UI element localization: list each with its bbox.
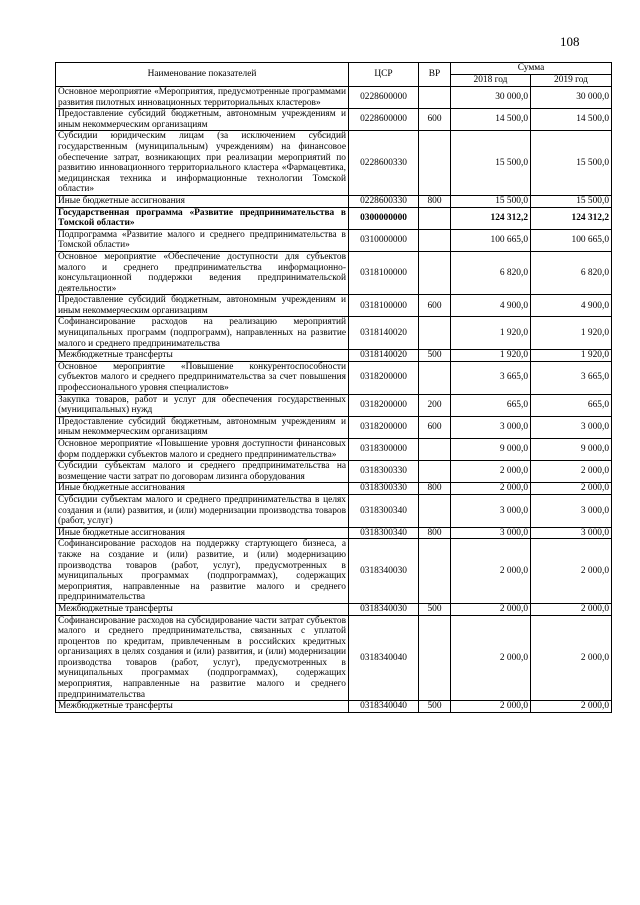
row-sum-2019: 3 000,0 [531, 416, 612, 438]
row-sum-2019: 2 000,0 [531, 615, 612, 701]
row-csr: 0318300340 [349, 494, 419, 527]
row-sum-2019: 2 000,0 [531, 461, 612, 483]
row-sum-2018: 2 000,0 [451, 615, 531, 701]
row-csr: 0318200000 [349, 361, 419, 394]
row-sum-2018: 2 000,0 [451, 603, 531, 615]
row-name: Межбюджетные трансферты [56, 701, 349, 713]
table-row [56, 350, 612, 362]
row-name: Субсидии субъектам малого и среднего предпринимательства на возмещение части затрат по договорам лизинга оборудования [56, 461, 349, 483]
row-sum-2018: 14 500,0 [451, 109, 531, 131]
table-row [56, 494, 612, 527]
row-vr [419, 251, 451, 294]
row-sum-2019: 2 000,0 [531, 483, 612, 495]
row-sum-2019: 9 000,0 [531, 439, 612, 461]
row-name: Софинансирование расходов на поддержку стартующего бизнеса, а также на создание и (или) развитие, и (или) модернизацию производства товаров (работ, услуг), предусмотренных в муниципальных программах (подпрограммах), содержащих мероприятия, направленные на развитие малого и среднего предпринимательства [56, 539, 349, 604]
row-sum-2019: 3 000,0 [531, 494, 612, 527]
row-vr: 600 [419, 416, 451, 438]
header-name: Наименование показателей [56, 63, 349, 87]
row-csr: 0228600000 [349, 87, 419, 109]
row-sum-2019: 2 000,0 [531, 603, 612, 615]
row-sum-2019: 665,0 [531, 394, 612, 416]
row-vr [419, 494, 451, 527]
row-csr: 0318200000 [349, 394, 419, 416]
row-sum-2018: 6 820,0 [451, 251, 531, 294]
row-sum-2019: 4 900,0 [531, 295, 612, 317]
row-csr: 0228600330 [349, 195, 419, 207]
row-name: Государственная программа «Развитие предпринимательства в Томской области» [56, 207, 349, 229]
table-row [56, 416, 612, 438]
row-csr: 0318100000 [349, 295, 419, 317]
row-vr: 600 [419, 109, 451, 131]
row-vr [419, 131, 451, 196]
table-row [56, 603, 612, 615]
row-vr: 800 [419, 527, 451, 539]
row-sum-2019: 15 500,0 [531, 195, 612, 207]
page-number: 108 [560, 34, 580, 49]
row-vr: 500 [419, 350, 451, 362]
header-sum: Сумма [451, 63, 612, 75]
row-sum-2019: 3 000,0 [531, 527, 612, 539]
row-csr: 0318340030 [349, 539, 419, 604]
row-vr [419, 317, 451, 350]
row-sum-2018: 1 920,0 [451, 317, 531, 350]
table-row [56, 251, 612, 294]
row-name: Подпрограмма «Развитие малого и среднего предпринимательства в Томской области» [56, 229, 349, 251]
row-sum-2018: 2 000,0 [451, 539, 531, 604]
row-csr: 0318140020 [349, 317, 419, 350]
table-row [56, 229, 612, 251]
row-sum-2019: 30 000,0 [531, 87, 612, 109]
row-sum-2018: 15 500,0 [451, 131, 531, 196]
row-vr: 200 [419, 394, 451, 416]
row-vr: 500 [419, 701, 451, 713]
row-name: Субсидии юридическим лицам (за исключением субсидий государственным (муниципальным) учреждениям) на финансовое обеспечение затрат, возникающих при реализации мероприятий по развитию инновационного территориального кластера «Фармацевтика, медицинская техника и информационные технологии Томской области» [56, 131, 349, 196]
row-sum-2019: 100 665,0 [531, 229, 612, 251]
row-csr: 0318300330 [349, 483, 419, 495]
row-name: Основное мероприятие «Повышение уровня доступности финансовых форм поддержки субъектов малого и среднего предпринимательства» [56, 439, 349, 461]
row-sum-2019: 2 000,0 [531, 539, 612, 604]
budget-table [55, 62, 612, 713]
row-csr: 0310000000 [349, 229, 419, 251]
row-csr: 0318340040 [349, 701, 419, 713]
row-sum-2019: 14 500,0 [531, 109, 612, 131]
row-csr: 0228600330 [349, 131, 419, 196]
table-row [56, 207, 612, 229]
row-name: Предоставление субсидий бюджетным, автономным учреждениям и иным некоммерческим организациям [56, 295, 349, 317]
row-vr [419, 539, 451, 604]
row-name: Софинансирование расходов на субсидирование части затрат субъектов малого и среднего предпринимательства, связанных с уплатой процентов по кредитам, привлеченным в российских кредитных организациях в целях создания и (или) развития, и (или) модернизации производства товаров (работ, услуг), предусмотренных в муниципальных программах (подпрограммах), содержащих мероприятия, направленные на развитие малого и среднего предпринимательства [56, 615, 349, 701]
row-csr: 0318340030 [349, 603, 419, 615]
row-name: Иные бюджетные ассигнования [56, 195, 349, 207]
table-row [56, 131, 612, 196]
table-row [56, 317, 612, 350]
row-sum-2019: 1 920,0 [531, 317, 612, 350]
table-row [56, 461, 612, 483]
table-row [56, 394, 612, 416]
row-vr [419, 461, 451, 483]
row-sum-2018: 3 000,0 [451, 416, 531, 438]
table-row [56, 539, 612, 604]
row-sum-2018: 30 000,0 [451, 87, 531, 109]
row-sum-2018: 2 000,0 [451, 701, 531, 713]
row-name: Основное мероприятие «Повышение конкурентоспособности субъектов малого и среднего предпринимательства за счет повышения профессионального уровня специалистов» [56, 361, 349, 394]
row-name: Основное мероприятие «Обеспечение доступности для субъектов малого и среднего предпринимательства информационно-консультационной поддержки ведения предпринимательской деятельности» [56, 251, 349, 294]
row-sum-2018: 3 665,0 [451, 361, 531, 394]
row-name: Софинансирование расходов на реализацию мероприятий муниципальных программ (подпрограмм), направленных на развитие малого и среднего предпринимательства [56, 317, 349, 350]
row-csr: 0318100000 [349, 251, 419, 294]
table-row [56, 615, 612, 701]
header-year-2019: 2019 год [531, 75, 612, 87]
row-name: Предоставление субсидий бюджетным, автономным учреждениям и иным некоммерческим организациям [56, 109, 349, 131]
row-sum-2019: 1 920,0 [531, 350, 612, 362]
table-row [56, 87, 612, 109]
table-row [56, 701, 612, 713]
row-name: Закупка товаров, работ и услуг для обеспечения государственных (муниципальных) нужд [56, 394, 349, 416]
row-sum-2019: 3 665,0 [531, 361, 612, 394]
row-vr [419, 615, 451, 701]
row-vr: 600 [419, 295, 451, 317]
table-row [56, 439, 612, 461]
row-sum-2018: 1 920,0 [451, 350, 531, 362]
row-vr [419, 87, 451, 109]
row-sum-2018: 124 312,2 [451, 207, 531, 229]
row-sum-2018: 2 000,0 [451, 483, 531, 495]
row-sum-2019: 15 500,0 [531, 131, 612, 196]
row-sum-2018: 3 000,0 [451, 494, 531, 527]
table-row [56, 295, 612, 317]
table-row [56, 483, 612, 495]
row-vr [419, 439, 451, 461]
row-sum-2018: 3 000,0 [451, 527, 531, 539]
row-csr: 0228600000 [349, 109, 419, 131]
row-sum-2018: 2 000,0 [451, 461, 531, 483]
row-csr: 0318340040 [349, 615, 419, 701]
row-csr: 0300000000 [349, 207, 419, 229]
row-vr [419, 207, 451, 229]
row-vr [419, 361, 451, 394]
row-sum-2018: 665,0 [451, 394, 531, 416]
row-sum-2018: 9 000,0 [451, 439, 531, 461]
row-name: Иные бюджетные ассигнования [56, 527, 349, 539]
row-sum-2018: 4 900,0 [451, 295, 531, 317]
table-row [56, 109, 612, 131]
row-vr: 500 [419, 603, 451, 615]
row-sum-2019: 2 000,0 [531, 701, 612, 713]
row-sum-2019: 124 312,2 [531, 207, 612, 229]
row-csr: 0318300330 [349, 461, 419, 483]
row-csr: 0318140020 [349, 350, 419, 362]
table-row [56, 195, 612, 207]
row-csr: 0318200000 [349, 416, 419, 438]
row-name: Субсидии субъектам малого и среднего предпринимательства в целях создания и (или) развития, и (или) модернизации производства товаров (работ, услуг) [56, 494, 349, 527]
row-sum-2018: 15 500,0 [451, 195, 531, 207]
table-row [56, 361, 612, 394]
row-vr: 800 [419, 195, 451, 207]
row-vr: 800 [419, 483, 451, 495]
row-sum-2018: 100 665,0 [451, 229, 531, 251]
row-csr: 0318300000 [349, 439, 419, 461]
header-year-2018: 2018 год [451, 75, 531, 87]
row-name: Межбюджетные трансферты [56, 350, 349, 362]
row-name: Иные бюджетные ассигнования [56, 483, 349, 495]
row-sum-2019: 6 820,0 [531, 251, 612, 294]
row-vr [419, 229, 451, 251]
table-row [56, 527, 612, 539]
row-csr: 0318300340 [349, 527, 419, 539]
header-csr: ЦСР [349, 63, 419, 87]
row-name: Межбюджетные трансферты [56, 603, 349, 615]
row-name: Основное мероприятие «Мероприятия, предусмотренные программами развития пилотных инновационных территориальных кластеров» [56, 87, 349, 109]
row-name: Предоставление субсидий бюджетным, автономным учреждениям и иным некоммерческим организациям [56, 416, 349, 438]
header-vr: ВР [419, 63, 451, 87]
